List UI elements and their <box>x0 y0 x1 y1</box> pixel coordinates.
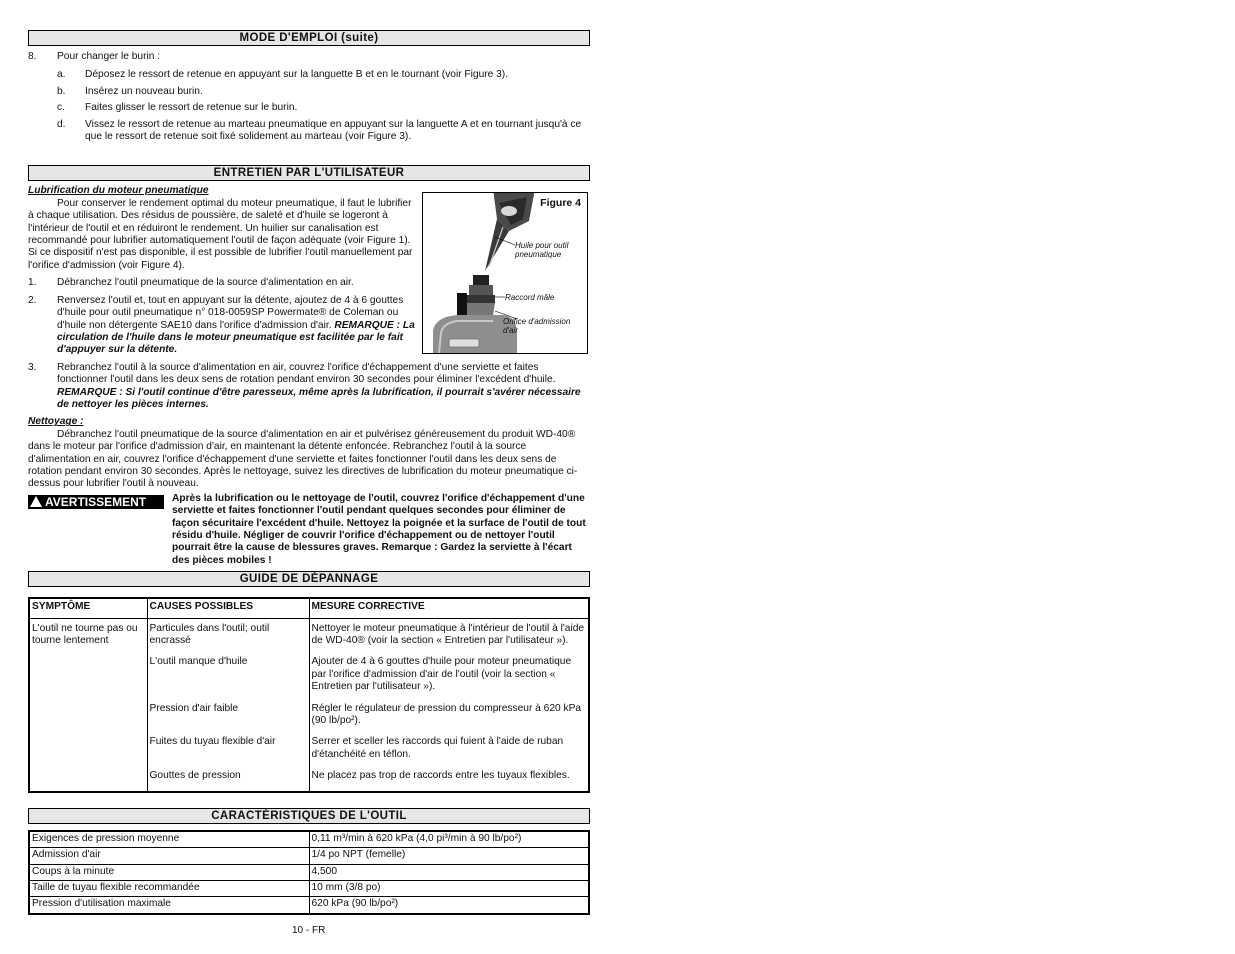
lubrication-paragraph: Pour conserver le rendement optimal du moteur pneumatique, il faut le lubrifier à chaque utilisation. Des résidus de poussière, de saleté et d'huile se logeront à l'intérieur de l'outil et en réduiront le rendement. Un huilier sur canalisation est recommandé pour lubrifier automatiquement l'outil de façon adéquate (voir Figure 1). Si ce dispositif n'est pas disponible, il est possible de lubrifier l'outil manuellement par l'orifice d'admission (voir Figure 4). <box>28 197 413 271</box>
table-row: L'outil ne tourne pas ou tourne lentement Particules dans l'outil; outil encrassé Nettoyer le moteur pneumatique à l'intérieur de l'outil à l'aide de WD-40® (voir la section « Entretien par l'utilisateur »). <box>29 618 589 654</box>
label-inlet: Orifice d'admission d'air <box>503 317 571 335</box>
cleaning-paragraph: Débranchez l'outil pneumatique de la source d'alimentation en air et pulvérisez généreusement du produit WD-40® dans le moteur par l'orifice d'admission d'air, en maintenant la détente enfoncée. Rebranchez l'outil à la source d'alimentation en air, couvrez l'orifice d'échappement d'une serviette et faites fonctionner l'outil dans les deux sens de rotation pendant environ 30 secondes. Après le nettoyage, suivez les directives de lubrification du moteur pneumatique ci-dessus pour lubrifier l'outil à nouveau. <box>28 428 578 490</box>
figure-4 <box>422 192 588 354</box>
table-row: Pression d'air faible Régler le régulateur de pression du compresseur à 620 kPa (90 lb/po²). <box>29 701 589 735</box>
figure-4-title: Figure 4 <box>540 197 581 209</box>
specs-table <box>28 830 590 915</box>
label-oil: Huile pour outil pneumatique <box>515 241 569 259</box>
air-tool-icon <box>433 275 517 353</box>
header-causes: CAUSES POSSIBLES <box>147 598 309 618</box>
label-fitting: Raccord mâle <box>505 293 555 302</box>
warning-block <box>28 492 590 567</box>
header-corrective: MESURE CORRECTIVE <box>309 598 589 618</box>
section-header-troubleshooting: GUIDE DE DÉPANNAGE <box>28 571 590 587</box>
lub-step-1: 1. Débranchez l'outil pneumatique de la source d'alimentation en air. <box>28 277 354 289</box>
table-header-row <box>29 598 589 618</box>
lubrication-heading: Lubrification du moteur pneumatique <box>28 185 209 197</box>
sub-step-b: b. Insérez un nouveau burin. <box>57 85 203 97</box>
section-header-specs: CARACTÉRISTIQUES DE L'OUTIL <box>28 808 590 824</box>
table-row: Gouttes de pression Ne placez pas trop de raccords entre les tuyaux flexibles. <box>29 768 589 791</box>
table-row: Coups à la minute 4,500 <box>29 864 589 880</box>
lub-step-3: 3. Rebranchez l'outil à la source d'alimentation en air, couvrez l'orifice d'échappement d'une serviette et faites fonctionner l'outil dans les deux sens de rotation pendant environ 30 secondes pour éliminer l'excédent d'huile. REMARQUE : Si l'outil continue d'être paresseux, même après la lubrification, il pourrait s'avérer nécessaire de nettoyer les pièces internes. <box>28 361 581 410</box>
step-8: 8. Pour changer le burin : <box>28 51 161 62</box>
table-row: Pression d'utilisation maximale 620 kPa (90 lb/po²) <box>29 897 589 914</box>
sub-step-d: d. Vissez le ressort de retenue au marteau pneumatique en appuyant sur la languette A et en tournant jusqu'à ce que le ressort de retenue soit fixé solidement au marteau (voir Figure 3). <box>57 118 582 143</box>
header-symptom: SYMPTÔME <box>29 598 147 618</box>
section-header-mode: MODE D'EMPLOI (suite) <box>28 30 590 46</box>
oil-bottle-icon <box>485 193 535 271</box>
table-row: Taille de tuyau flexible recommandée 10 mm (3/8 po) <box>29 880 589 896</box>
table-row: L'outil manque d'huile Ajouter de 4 à 6 gouttes d'huile pour moteur pneumatique par l'orifice d'admission d'air de l'outil (voir la section « Entretien par l'utilisateur »). <box>29 654 589 700</box>
table-row: Admission d'air 1/4 po NPT (femelle) <box>29 848 589 864</box>
sub-step-a: a. Déposez le ressort de retenue en appuyant sur la languette B et en le tournant (voir Figure 3). <box>57 69 509 81</box>
warning-badge: AVERTISSEMENT <box>28 495 164 509</box>
warning-triangle-icon <box>30 496 42 507</box>
lub-step-2: 2. Renversez l'outil et, tout en appuyant sur la détente, ajoutez de 4 à 6 gouttes d'huile pour outil pneumatique n° 018-0059SP Powermate® de Coleman ou d'huile non détergente SAE10 dans l'orifice d'admission d'air. REMARQUE : La circulation de l'huile dans le moteur pneumatique est facilitée par le fait d'appuyer sur la détente. <box>28 294 415 356</box>
sub-step-c: c. Faites glisser le ressort de retenue sur le burin. <box>57 102 298 114</box>
page-number: 10 - FR <box>292 925 326 936</box>
table-row: Exigences de pression moyenne 0,11 m³/min à 620 kPa (4,0 pi³/min à 90 lb/po²) <box>29 831 589 848</box>
troubleshooting-table <box>28 597 590 792</box>
cleaning-heading: Nettoyage : <box>28 416 84 428</box>
section-header-maintenance: ENTRETIEN PAR L'UTILISATEUR <box>28 165 590 181</box>
page-column <box>28 30 590 915</box>
table-row: Fuites du tuyau flexible d'air Serrer et sceller les raccords qui fuient à l'aide de ruban d'étanchéité en téflon. <box>29 734 589 768</box>
warning-text: Après la lubrification ou le nettoyage de l'outil, couvrez l'orifice d'échappement d'une serviette et faites fonctionner l'outil pendant quelques secondes pour éliminer de façon sécuritaire l'excédent d'huile. Nettoyez la poignée et la surface de l'outil de tout résidu d'huile. Négliger de couvrir l'orifice d'échappement ou de nettoyer l'outil pourrait être la cause de blessures graves. Remarque : Gardez la serviette à l'écart des pièces mobiles ! <box>172 492 586 566</box>
